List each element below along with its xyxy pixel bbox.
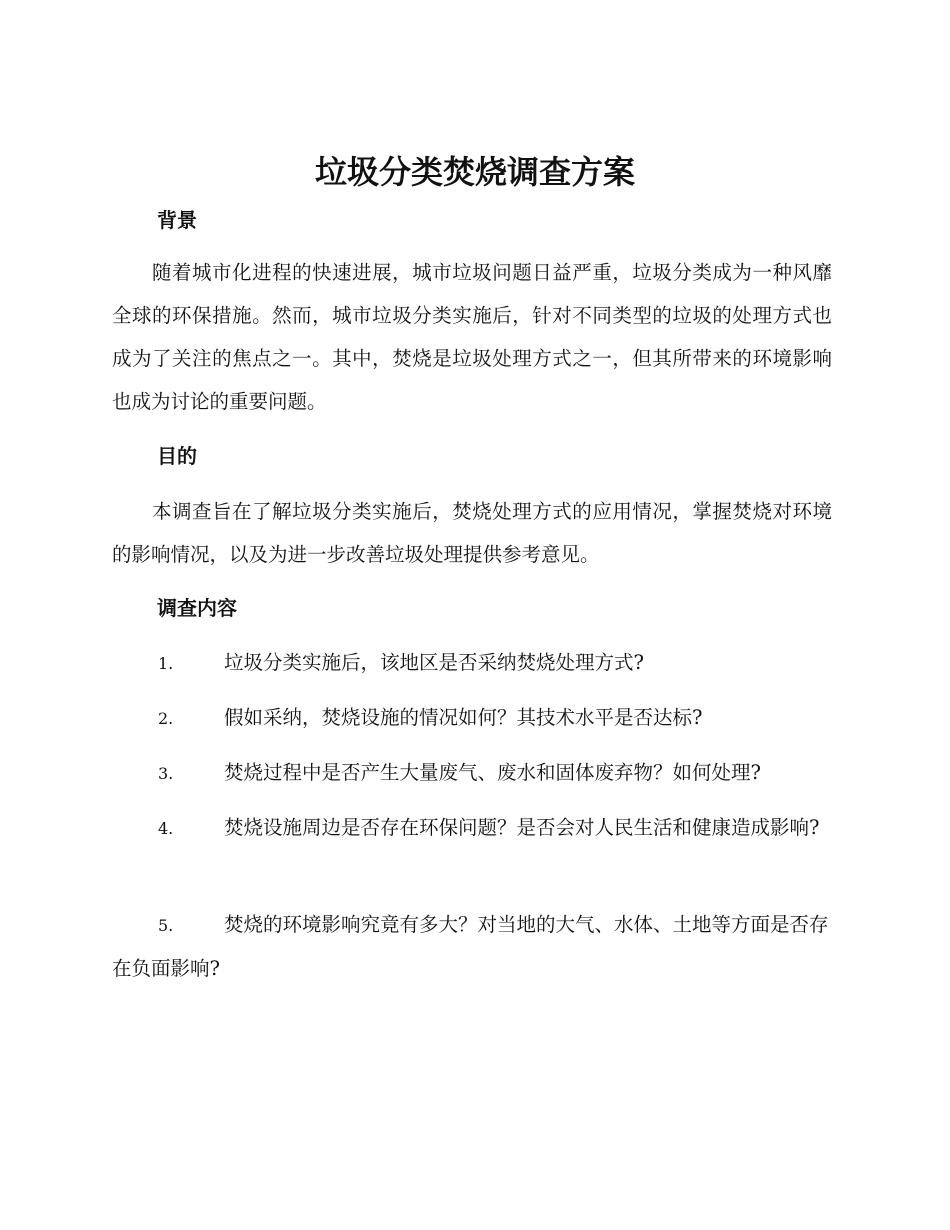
list-item-text: 假如采纳，焚烧设施的情况如何？其技术水平是否达标? — [224, 706, 703, 729]
section-body-purpose: 本调查旨在了解垃圾分类实施后，焚烧处理方式的应用情况，掌握焚烧对环境的影响情况，以及为进一步改善垃圾处理提供参考意见。 — [112, 500, 832, 566]
list-item-text: 焚烧设施周边是否存在环保问题？是否会对人民生活和健康造成影响? — [224, 816, 820, 839]
list-item-text: 焚烧过程中是否产生大量废气、废水和固体废弃物？如何处理? — [224, 761, 761, 784]
list-item-number: 1. — [158, 654, 174, 673]
section-heading-content: 调查内容 — [157, 596, 237, 620]
list-item-text: 焚烧的环境影响究竟有多大？对当地的大气、水体、土地等方面是否存在负面影响? — [112, 913, 829, 980]
list-item — [112, 806, 832, 850]
section-body-background: 随着城市化进程的快速进展，城市垃圾问题日益严重，垃圾分类成为一种风靡全球的环保措施。然而，城市垃圾分类实施后，针对不同类型的垃圾的处理方式也成为了关注的焦点之一。其中，焚烧是垃圾处理方式之一，但其所带来的环境影响也成为讨论的重要问题。 — [112, 261, 832, 413]
list-item — [112, 641, 832, 685]
list-item-number: 2. — [158, 709, 174, 728]
list-item-text: 垃圾分类实施后，该地区是否采纳焚烧处理方式? — [224, 651, 644, 674]
list-item-number: 3. — [158, 764, 174, 783]
list-item — [112, 903, 832, 990]
list-item-number: 5. — [158, 916, 174, 935]
section-heading-purpose: 目的 — [157, 444, 197, 468]
list-item — [112, 751, 832, 795]
document-title: 垃圾分类焚烧调查方案 — [314, 153, 635, 191]
list-item — [112, 696, 832, 740]
section-heading-background: 背景 — [157, 208, 197, 232]
list-item-number: 4. — [158, 819, 174, 838]
